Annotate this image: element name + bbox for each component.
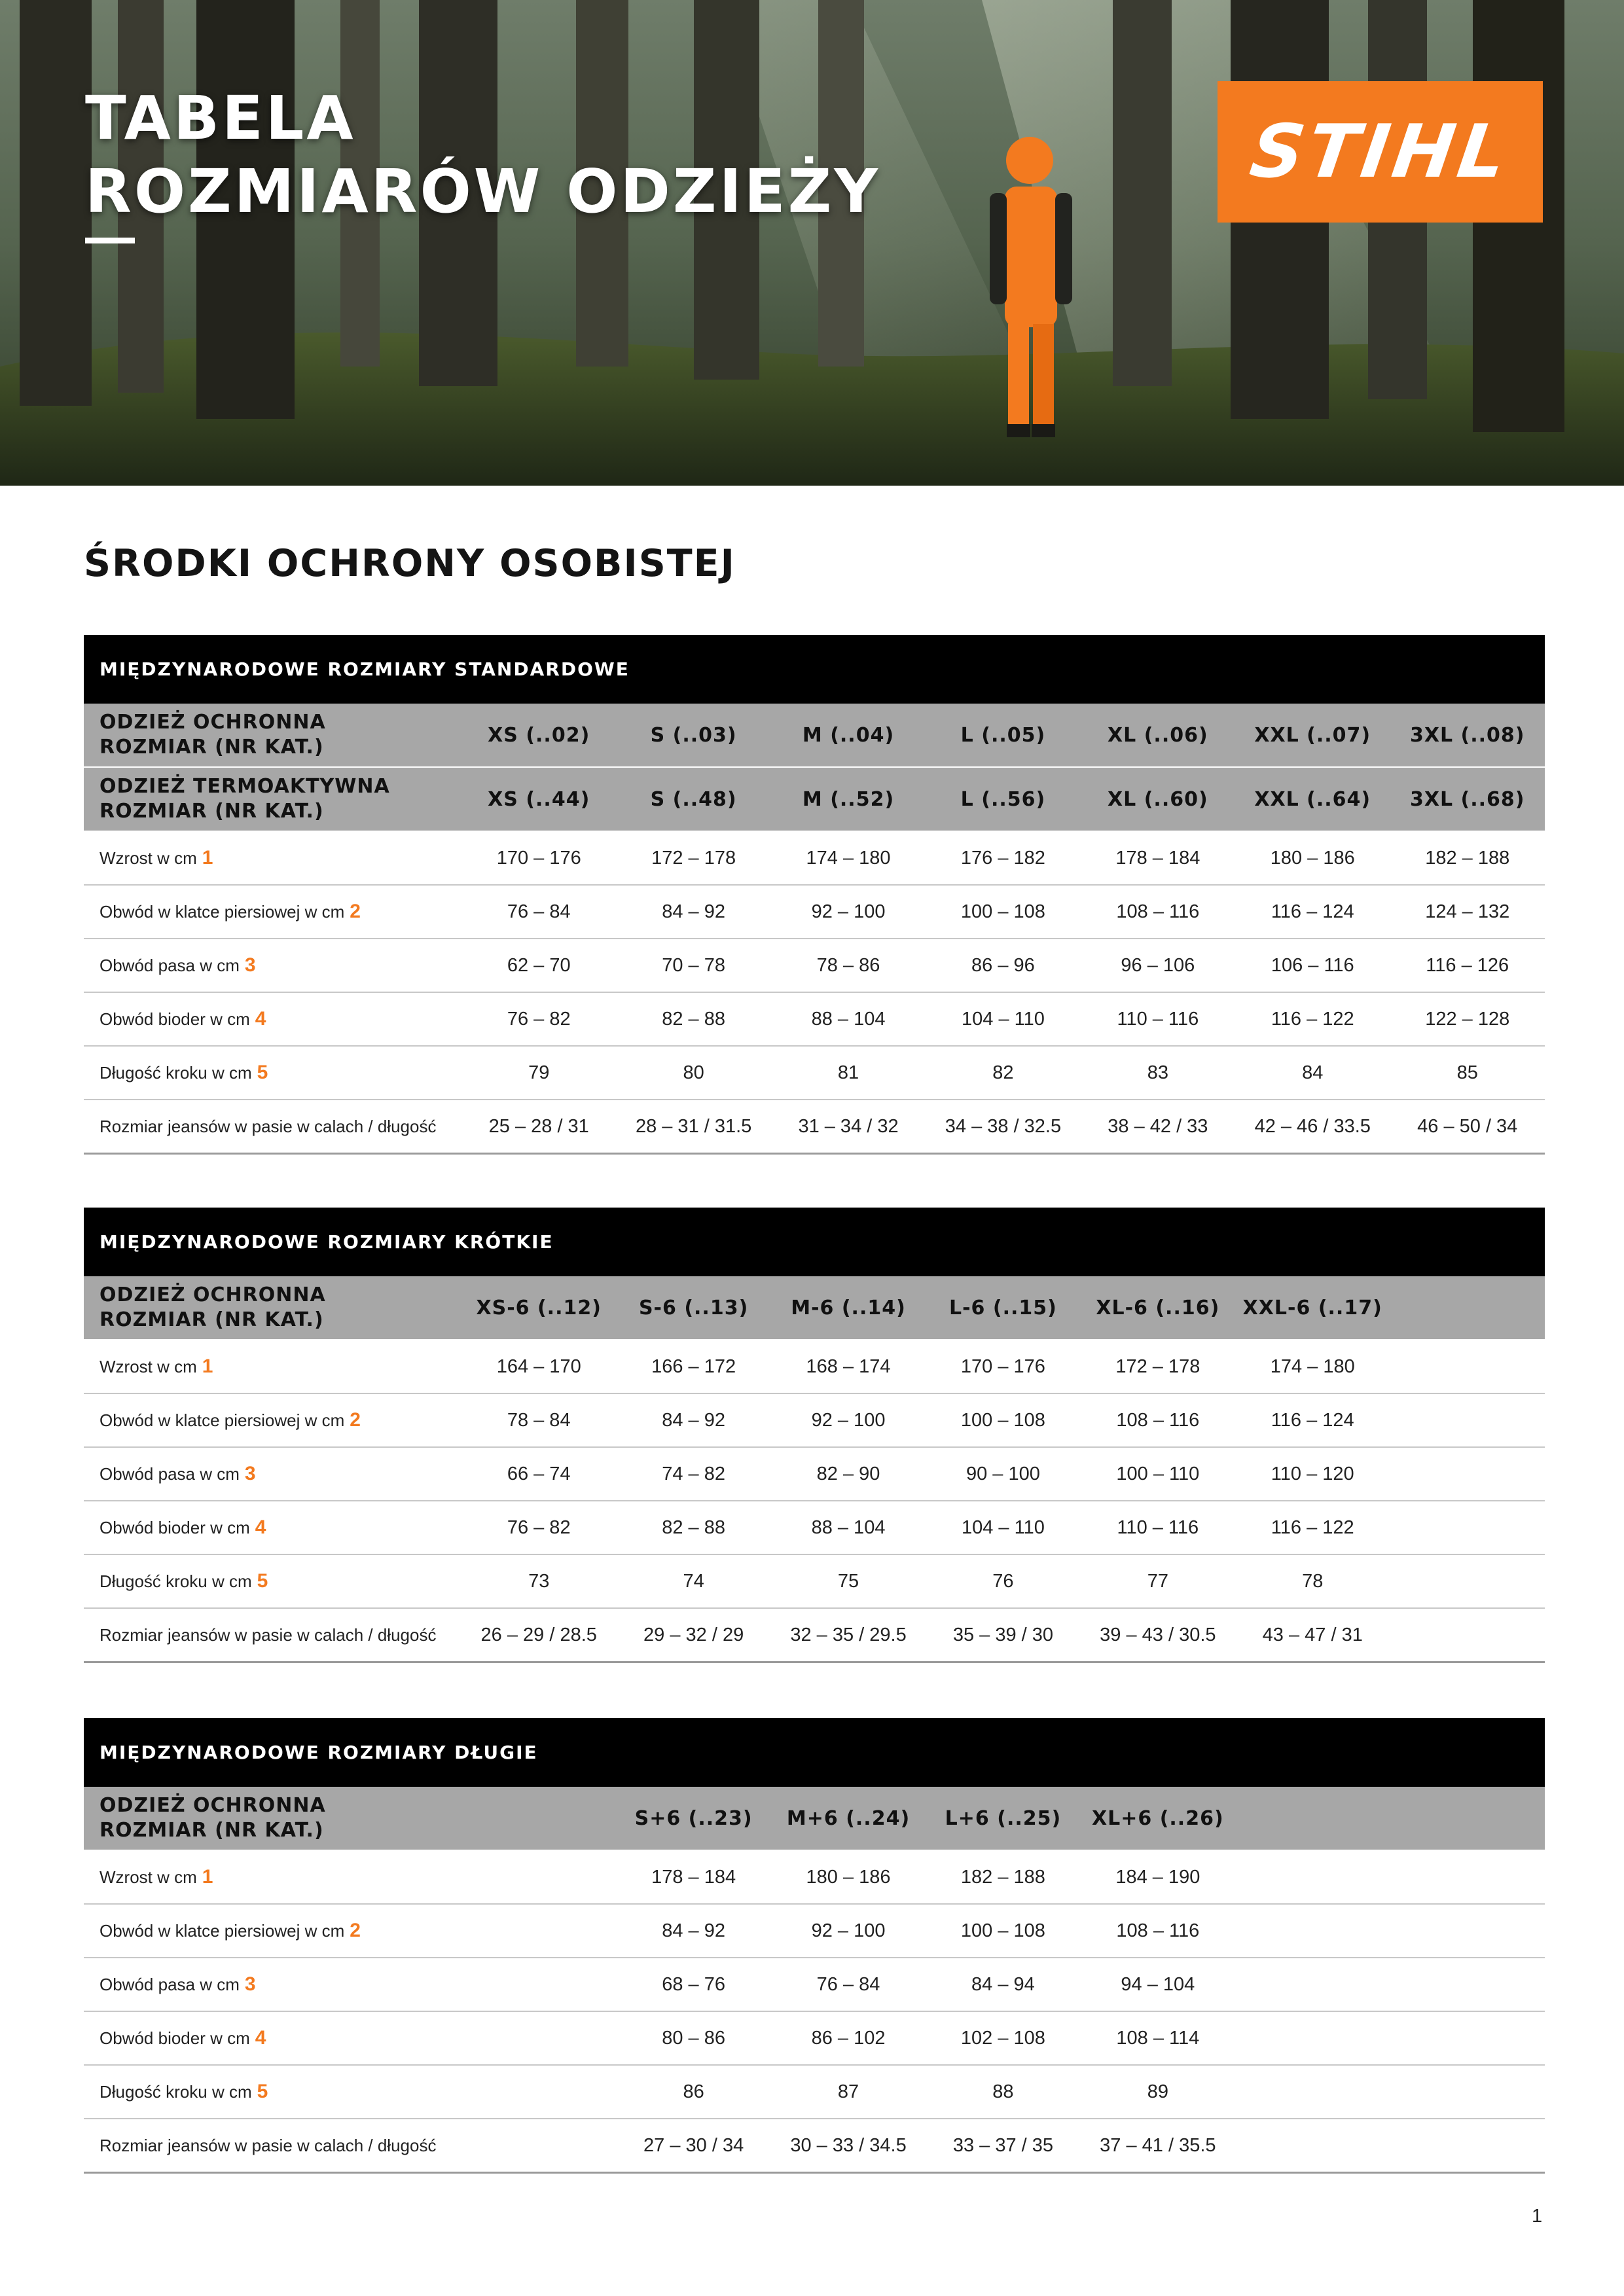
value-cell: 34 – 38 / 32.5 bbox=[926, 1100, 1080, 1154]
measure-number: 5 bbox=[257, 2081, 268, 2102]
value-cell: 30 – 33 / 34.5 bbox=[771, 2119, 926, 2173]
value-cell: 164 – 170 bbox=[461, 1340, 616, 1393]
value-cell bbox=[1390, 2119, 1545, 2173]
size-cell: XL-6 (..16) bbox=[1081, 1276, 1235, 1340]
value-cell: 116 – 122 bbox=[1235, 1501, 1390, 1554]
size-cell: XL (..60) bbox=[1081, 767, 1235, 831]
section-title: ŚRODKI OCHRONY OSOBISTEJ bbox=[84, 542, 736, 585]
size-row-label-line: ODZIEŻ OCHRONNA bbox=[99, 1283, 326, 1306]
value-cell bbox=[461, 1904, 616, 1958]
value-cell bbox=[461, 2119, 616, 2173]
value-cell: 84 bbox=[1235, 1046, 1390, 1100]
value-cell: 81 bbox=[771, 1046, 926, 1100]
size-row-label-line: ROZMIAR (NR KAT.) bbox=[99, 800, 324, 823]
measure-label-text: Obwód pasa w cm bbox=[99, 1464, 240, 1484]
value-cell: 74 – 82 bbox=[616, 1447, 770, 1501]
page-title bbox=[85, 82, 880, 228]
measure-label bbox=[84, 1850, 461, 1904]
value-cell: 172 – 178 bbox=[616, 831, 770, 885]
measure-label bbox=[84, 1046, 461, 1100]
size-cell: XL (..06) bbox=[1081, 704, 1235, 767]
size-cell bbox=[1390, 1276, 1545, 1340]
value-cell bbox=[1235, 2011, 1390, 2065]
title-line-1: TABELA bbox=[85, 83, 356, 153]
measure-label-text: Długość kroku w cm bbox=[99, 2082, 252, 2102]
value-cell: 33 – 37 / 35 bbox=[926, 2119, 1080, 2173]
value-cell: 174 – 180 bbox=[1235, 1340, 1390, 1393]
value-cell bbox=[461, 1958, 616, 2011]
table-row bbox=[84, 1447, 1545, 1501]
table-row bbox=[84, 1501, 1545, 1554]
value-cell bbox=[1390, 1904, 1545, 1958]
short-size-table bbox=[84, 1208, 1545, 1663]
measure-label-text: Obwód pasa w cm bbox=[99, 1975, 240, 1994]
measure-number: 2 bbox=[350, 1920, 361, 1941]
value-cell: 100 – 108 bbox=[926, 885, 1080, 939]
measure-number: 1 bbox=[202, 1355, 213, 1377]
value-cell: 79 bbox=[461, 1046, 616, 1100]
measure-number: 3 bbox=[244, 1973, 256, 1995]
measure-label-text: Obwód w klatce piersiowej w cm bbox=[99, 902, 345, 922]
value-cell: 122 – 128 bbox=[1390, 992, 1545, 1046]
value-cell: 82 – 88 bbox=[616, 1501, 770, 1554]
value-cell: 180 – 186 bbox=[1235, 831, 1390, 885]
value-cell: 182 – 188 bbox=[926, 1850, 1080, 1904]
value-cell: 68 – 76 bbox=[616, 1958, 770, 2011]
size-cell: S+6 (..23) bbox=[616, 1787, 770, 1850]
measure-label-text: Rozmiar jeansów w pasie w calach / długość bbox=[99, 1624, 437, 1645]
size-cell: M (..04) bbox=[771, 704, 926, 767]
value-cell: 100 – 108 bbox=[926, 1904, 1080, 1958]
measure-number: 3 bbox=[244, 1463, 256, 1484]
size-cell: 3XL (..68) bbox=[1390, 767, 1545, 831]
size-cell: 3XL (..08) bbox=[1390, 704, 1545, 767]
value-cell: 76 – 82 bbox=[461, 992, 616, 1046]
table-row bbox=[84, 1340, 1545, 1393]
value-cell: 87 bbox=[771, 2065, 926, 2119]
value-cell bbox=[461, 2011, 616, 2065]
measure-label-text: Rozmiar jeansów w pasie w calach / długość bbox=[99, 1116, 437, 1136]
value-cell: 90 – 100 bbox=[926, 1447, 1080, 1501]
measure-label-text: Obwód bioder w cm bbox=[99, 1518, 250, 1537]
value-cell: 92 – 100 bbox=[771, 885, 926, 939]
value-cell: 76 – 82 bbox=[461, 1501, 616, 1554]
size-row-label bbox=[84, 704, 461, 767]
size-row-label-line: ROZMIAR (NR KAT.) bbox=[99, 736, 324, 759]
value-cell: 172 – 178 bbox=[1081, 1340, 1235, 1393]
value-cell: 76 bbox=[926, 1554, 1080, 1608]
size-row-label-line: ODZIEŻ OCHRONNA bbox=[99, 1794, 326, 1817]
measure-label bbox=[84, 1554, 461, 1608]
value-cell: 124 – 132 bbox=[1390, 885, 1545, 939]
size-cell: S (..48) bbox=[616, 767, 770, 831]
measure-number: 4 bbox=[255, 1516, 266, 1538]
value-cell: 168 – 174 bbox=[771, 1340, 926, 1393]
value-cell bbox=[1390, 1393, 1545, 1447]
value-cell: 92 – 100 bbox=[771, 1393, 926, 1447]
value-cell: 76 – 84 bbox=[771, 1958, 926, 2011]
value-cell: 116 – 124 bbox=[1235, 1393, 1390, 1447]
value-cell: 116 – 126 bbox=[1390, 939, 1545, 992]
size-row-label bbox=[84, 1787, 461, 1850]
title-line-2: ROZMIARÓW ODZIEŻY bbox=[85, 156, 880, 226]
table-row bbox=[84, 1608, 1545, 1662]
value-cell bbox=[1390, 1554, 1545, 1608]
size-row-label-line: ROZMIAR (NR KAT.) bbox=[99, 1819, 324, 1842]
size-cell: L-6 (..15) bbox=[926, 1276, 1080, 1340]
stihl-logo bbox=[1218, 81, 1543, 223]
value-cell: 166 – 172 bbox=[616, 1340, 770, 1393]
value-cell: 37 – 41 / 35.5 bbox=[1081, 2119, 1235, 2173]
value-cell: 174 – 180 bbox=[771, 831, 926, 885]
value-cell: 62 – 70 bbox=[461, 939, 616, 992]
value-cell: 182 – 188 bbox=[1390, 831, 1545, 885]
value-cell: 46 – 50 / 34 bbox=[1390, 1100, 1545, 1154]
measure-label bbox=[84, 939, 461, 992]
value-cell: 85 bbox=[1390, 1046, 1545, 1100]
value-cell: 88 – 104 bbox=[771, 1501, 926, 1554]
value-cell: 75 bbox=[771, 1554, 926, 1608]
table-row bbox=[84, 939, 1545, 992]
measure-label bbox=[84, 1958, 461, 2011]
value-cell bbox=[1390, 1608, 1545, 1662]
measure-label bbox=[84, 1100, 461, 1154]
size-header-row bbox=[84, 767, 1545, 831]
table-row bbox=[84, 2119, 1545, 2173]
size-cell: XL+6 (..26) bbox=[1081, 1787, 1235, 1850]
value-cell: 78 – 86 bbox=[771, 939, 926, 992]
table-row bbox=[84, 1850, 1545, 1904]
size-cell: XXL-6 (..17) bbox=[1235, 1276, 1390, 1340]
table-row bbox=[84, 1046, 1545, 1100]
measure-label-text: Obwód w klatce piersiowej w cm bbox=[99, 1921, 345, 1941]
value-cell: 66 – 74 bbox=[461, 1447, 616, 1501]
value-cell: 108 – 114 bbox=[1081, 2011, 1235, 2065]
value-cell: 96 – 106 bbox=[1081, 939, 1235, 992]
value-cell bbox=[461, 2065, 616, 2119]
size-cell: XS (..44) bbox=[461, 767, 616, 831]
value-cell: 84 – 92 bbox=[616, 1904, 770, 1958]
size-cell: M+6 (..24) bbox=[771, 1787, 926, 1850]
size-cell: S (..03) bbox=[616, 704, 770, 767]
value-cell: 32 – 35 / 29.5 bbox=[771, 1608, 926, 1662]
size-row-label-line: ODZIEŻ TERMOAKTYWNA bbox=[99, 775, 390, 798]
value-cell: 77 bbox=[1081, 1554, 1235, 1608]
size-cell bbox=[1235, 1787, 1390, 1850]
measure-label-text: Wzrost w cm bbox=[99, 1867, 197, 1887]
value-cell: 180 – 186 bbox=[771, 1850, 926, 1904]
value-cell: 78 – 84 bbox=[461, 1393, 616, 1447]
table-row bbox=[84, 2011, 1545, 2065]
measure-label-text: Obwód bioder w cm bbox=[99, 2028, 250, 2048]
value-cell: 108 – 116 bbox=[1081, 885, 1235, 939]
value-cell bbox=[1235, 1904, 1390, 1958]
page-number: 1 bbox=[1532, 2206, 1543, 2227]
size-cell: S-6 (..13) bbox=[616, 1276, 770, 1340]
value-cell: 83 bbox=[1081, 1046, 1235, 1100]
measure-label bbox=[84, 2011, 461, 2065]
measure-number: 4 bbox=[255, 2027, 266, 2049]
table-row bbox=[84, 1393, 1545, 1447]
table-title: MIĘDZYNARODOWE ROZMIARY KRÓTKIE bbox=[84, 1208, 1545, 1276]
value-cell bbox=[1390, 1850, 1545, 1904]
measure-number: 2 bbox=[350, 901, 361, 922]
size-header-row bbox=[84, 1276, 1545, 1340]
value-cell: 104 – 110 bbox=[926, 992, 1080, 1046]
value-cell: 35 – 39 / 30 bbox=[926, 1608, 1080, 1662]
value-cell: 78 bbox=[1235, 1554, 1390, 1608]
value-cell: 43 – 47 / 31 bbox=[1235, 1608, 1390, 1662]
measure-label bbox=[84, 1447, 461, 1501]
measure-label-text: Wzrost w cm bbox=[99, 1357, 197, 1376]
forest-photo bbox=[0, 0, 1624, 486]
size-header-row bbox=[84, 704, 1545, 767]
value-cell: 106 – 116 bbox=[1235, 939, 1390, 992]
table-row bbox=[84, 885, 1545, 939]
value-cell: 116 – 124 bbox=[1235, 885, 1390, 939]
value-cell bbox=[1390, 1447, 1545, 1501]
value-cell: 110 – 116 bbox=[1081, 992, 1235, 1046]
value-cell bbox=[1390, 1340, 1545, 1393]
size-row-label-line: ODZIEŻ OCHRONNA bbox=[99, 711, 326, 734]
value-cell: 92 – 100 bbox=[771, 1904, 926, 1958]
value-cell bbox=[1390, 2065, 1545, 2119]
value-cell: 178 – 184 bbox=[616, 1850, 770, 1904]
size-header-row bbox=[84, 1787, 1545, 1850]
title-underline bbox=[85, 238, 135, 243]
value-cell: 100 – 110 bbox=[1081, 1447, 1235, 1501]
value-cell: 86 bbox=[616, 2065, 770, 2119]
table-row bbox=[84, 2065, 1545, 2119]
measure-number: 1 bbox=[202, 1866, 213, 1888]
size-cell bbox=[1390, 1787, 1545, 1850]
value-cell: 27 – 30 / 34 bbox=[616, 2119, 770, 2173]
value-cell: 86 – 102 bbox=[771, 2011, 926, 2065]
value-cell: 110 – 120 bbox=[1235, 1447, 1390, 1501]
measure-number: 5 bbox=[257, 1570, 268, 1592]
value-cell: 86 – 96 bbox=[926, 939, 1080, 992]
measure-label-text: Długość kroku w cm bbox=[99, 1063, 252, 1083]
measure-label bbox=[84, 1340, 461, 1393]
measure-label-text: Rozmiar jeansów w pasie w calach / długość bbox=[99, 2135, 437, 2155]
measure-label bbox=[84, 885, 461, 939]
value-cell: 82 – 88 bbox=[616, 992, 770, 1046]
value-cell: 80 – 86 bbox=[616, 2011, 770, 2065]
size-cell: L+6 (..25) bbox=[926, 1787, 1080, 1850]
table-row bbox=[84, 1958, 1545, 2011]
table-row bbox=[84, 831, 1545, 885]
measure-label-text: Długość kroku w cm bbox=[99, 1571, 252, 1591]
size-row-label bbox=[84, 767, 461, 831]
value-cell bbox=[1235, 1850, 1390, 1904]
size-cell: XS-6 (..12) bbox=[461, 1276, 616, 1340]
table-title: MIĘDZYNARODOWE ROZMIARY DŁUGIE bbox=[84, 1718, 1545, 1787]
measure-number: 3 bbox=[244, 954, 256, 976]
size-row-label-line: ROZMIAR (NR KAT.) bbox=[99, 1308, 324, 1331]
table-row bbox=[84, 992, 1545, 1046]
value-cell: 84 – 94 bbox=[926, 1958, 1080, 2011]
measure-label bbox=[84, 1608, 461, 1662]
size-row-label bbox=[84, 1276, 461, 1340]
hero-banner bbox=[0, 0, 1624, 486]
value-cell: 94 – 104 bbox=[1081, 1958, 1235, 2011]
long-size-table bbox=[84, 1718, 1545, 2174]
measure-label bbox=[84, 1501, 461, 1554]
value-cell: 84 – 92 bbox=[616, 885, 770, 939]
table-row bbox=[84, 1100, 1545, 1154]
value-cell: 76 – 84 bbox=[461, 885, 616, 939]
value-cell: 74 bbox=[616, 1554, 770, 1608]
value-cell: 73 bbox=[461, 1554, 616, 1608]
value-cell: 38 – 42 / 33 bbox=[1081, 1100, 1235, 1154]
size-cell: M-6 (..14) bbox=[771, 1276, 926, 1340]
value-cell: 170 – 176 bbox=[926, 1340, 1080, 1393]
size-cell: XS (..02) bbox=[461, 704, 616, 767]
measure-label bbox=[84, 2119, 461, 2173]
value-cell bbox=[1235, 1958, 1390, 2011]
value-cell: 89 bbox=[1081, 2065, 1235, 2119]
measure-label bbox=[84, 1904, 461, 1958]
value-cell: 26 – 29 / 28.5 bbox=[461, 1608, 616, 1662]
value-cell: 176 – 182 bbox=[926, 831, 1080, 885]
measure-label-text: Obwód pasa w cm bbox=[99, 956, 240, 975]
value-cell: 29 – 32 / 29 bbox=[616, 1608, 770, 1662]
measure-label-text: Obwód bioder w cm bbox=[99, 1009, 250, 1029]
measure-number: 1 bbox=[202, 847, 213, 869]
value-cell bbox=[1390, 2011, 1545, 2065]
value-cell: 88 bbox=[926, 2065, 1080, 2119]
measure-label bbox=[84, 1393, 461, 1447]
table-row bbox=[84, 1554, 1545, 1608]
value-cell: 102 – 108 bbox=[926, 2011, 1080, 2065]
size-cell: L (..05) bbox=[926, 704, 1080, 767]
value-cell: 80 bbox=[616, 1046, 770, 1100]
measure-label bbox=[84, 992, 461, 1046]
measure-number: 4 bbox=[255, 1008, 266, 1030]
value-cell: 82 – 90 bbox=[771, 1447, 926, 1501]
value-cell bbox=[1235, 2119, 1390, 2173]
value-cell: 42 – 46 / 33.5 bbox=[1235, 1100, 1390, 1154]
table-row bbox=[84, 1904, 1545, 1958]
value-cell: 82 bbox=[926, 1046, 1080, 1100]
size-cell: XXL (..64) bbox=[1235, 767, 1390, 831]
value-cell: 88 – 104 bbox=[771, 992, 926, 1046]
value-cell: 28 – 31 / 31.5 bbox=[616, 1100, 770, 1154]
measure-number: 5 bbox=[257, 1062, 268, 1083]
value-cell: 25 – 28 / 31 bbox=[461, 1100, 616, 1154]
logo-text: STIHL bbox=[1245, 109, 1515, 194]
measure-label bbox=[84, 2065, 461, 2119]
value-cell: 31 – 34 / 32 bbox=[771, 1100, 926, 1154]
size-cell: XXL (..07) bbox=[1235, 704, 1390, 767]
size-cell: M (..52) bbox=[771, 767, 926, 831]
value-cell: 100 – 108 bbox=[926, 1393, 1080, 1447]
value-cell: 116 – 122 bbox=[1235, 992, 1390, 1046]
measure-label-text: Wzrost w cm bbox=[99, 848, 197, 868]
value-cell: 178 – 184 bbox=[1081, 831, 1235, 885]
table-title: MIĘDZYNARODOWE ROZMIARY STANDARDOWE bbox=[84, 635, 1545, 704]
value-cell: 70 – 78 bbox=[616, 939, 770, 992]
value-cell bbox=[461, 1850, 616, 1904]
measure-label bbox=[84, 831, 461, 885]
standard-size-table bbox=[84, 635, 1545, 1155]
value-cell bbox=[1235, 2065, 1390, 2119]
value-cell: 170 – 176 bbox=[461, 831, 616, 885]
size-cell: L (..56) bbox=[926, 767, 1080, 831]
value-cell: 108 – 116 bbox=[1081, 1904, 1235, 1958]
value-cell: 108 – 116 bbox=[1081, 1393, 1235, 1447]
size-cell bbox=[461, 1787, 616, 1850]
value-cell: 39 – 43 / 30.5 bbox=[1081, 1608, 1235, 1662]
value-cell bbox=[1390, 1958, 1545, 2011]
measure-number: 2 bbox=[350, 1409, 361, 1431]
value-cell: 84 – 92 bbox=[616, 1393, 770, 1447]
value-cell: 184 – 190 bbox=[1081, 1850, 1235, 1904]
value-cell: 104 – 110 bbox=[926, 1501, 1080, 1554]
value-cell bbox=[1390, 1501, 1545, 1554]
value-cell: 110 – 116 bbox=[1081, 1501, 1235, 1554]
measure-label-text: Obwód w klatce piersiowej w cm bbox=[99, 1410, 345, 1430]
